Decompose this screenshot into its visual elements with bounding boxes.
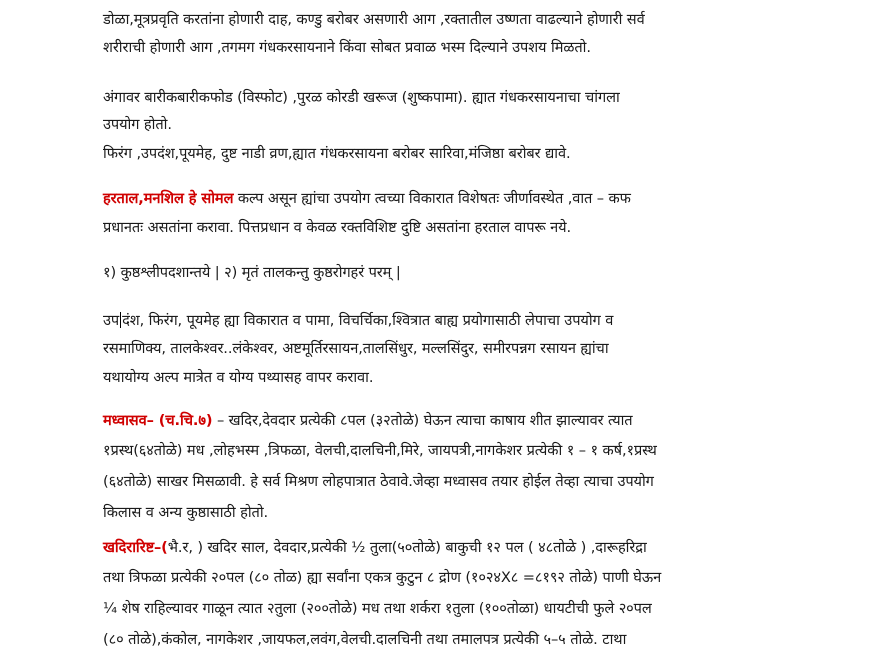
text-line	[103, 472, 654, 492]
line-text: भै.र, ) खदिर साल, देवदार,प्रत्येकी ½ तुला(५०तोळे) बाकुची १२ पल ( ४८तोळे ) ,दारूहरिद्रा	[167, 539, 647, 556]
text-cursor	[120, 312, 121, 328]
text-line	[103, 88, 620, 108]
line-text: किलास व अन्य कुष्ठासाठी होतो.	[103, 504, 269, 521]
line-text: १) कुष्ठश्लीपदशान्तये | २) मृतं तालकन्तु कुष्ठरोगहरं परम् |	[103, 264, 401, 281]
line-text: (८० तोळे),कंकोल, नागकेशर ,जायफल,लवंग,वेलची.दालचिनी तथा तमालपत्र प्रत्येकी ५–५ तोळे. टाथा	[103, 631, 627, 648]
line-text: शरीराची होणारी आग ,तगमग गंधकरसायनाने किंवा सोबत प्रवाळ भस्म दिल्याने उपशय मिळतो.	[103, 39, 591, 56]
text-line	[103, 368, 373, 388]
text-line	[103, 411, 632, 431]
line-text: यथायोग्य अल्प मात्रेत व योग्य पथ्यासह वापर करावा.	[103, 369, 374, 386]
text-line	[103, 189, 631, 209]
text-line	[103, 339, 609, 359]
line-text: १प्रस्थ(६४तोळे) मध ,लोहभस्म ,त्रिफळा, वेलची,दालचिनी,मिरे, जायपत्री,नागकेशर प्रत्येकी १ – १ कर्ष,१प्रस्थ	[103, 442, 657, 459]
text-line	[103, 115, 172, 135]
line-text: फिरंग ,उपदंश,पूयमेह, दुष्ट नाडी व्रण,ह्यात गंधकरसायना बरोबर सारिवा,मंजिष्ठा बरोबर द्यावे.	[103, 145, 571, 162]
text-line	[103, 144, 571, 164]
highlight-heading: खदिरारिष्ट–(	[103, 539, 168, 556]
text-line	[103, 599, 652, 619]
text-line	[103, 538, 647, 558]
text-line	[103, 263, 401, 283]
highlight-heading: मध्वासव– (च.चि.७)	[103, 412, 213, 429]
text-line	[103, 441, 657, 461]
line-text: उप	[103, 312, 120, 329]
text-line	[103, 311, 613, 331]
text-line	[103, 218, 571, 238]
line-text: रसमाणिक्य, तालकेश्वर..लंकेश्वर, अष्टमूर्तिरसायन,तालसिंधुर, मल्लसिंदुर, समीरपन्नग रसायन ह्यांचा	[103, 340, 609, 357]
line-text: कल्प असून ह्यांचा उपयोग त्वच्या विकारात विशेषतः जीर्णावस्थेत ,वात – कफ	[233, 190, 631, 207]
line-text: प्रधानतः असतांना करावा. पित्तप्रधान व केवळ रक्तविशिष्ट दुष्टि असतांना हरताल वापरू नये.	[103, 219, 572, 236]
highlight-heading: हरताल,मनशिल हे सोमल	[103, 190, 234, 207]
line-text: डोळा,मूत्रप्रवृति करतांना होणारी दाह, कण्डु बरोबर असणारी आग ,रक्तातील उष्णता वाढल्याने होणारी सर्व	[103, 11, 645, 28]
line-text: ¼ शेष राहिल्यावर गाळून त्यात २तुला (२००तोळे) मध तथा शर्करा १तुला (१००तोळा) धायटीची फुले २०पल	[103, 600, 652, 617]
text-line	[103, 630, 626, 650]
text-line	[103, 568, 661, 588]
line-text: अंगावर बारीकबारीकफोड (विस्फोट) ,पुरळ कोरडी खरूज (शुष्कपामा). ह्यात गंधकरसायनाचा चांगला	[103, 89, 620, 106]
line-text: – खदिर,देवदार प्रत्येकी ८पल (३२तोळे) घेऊन त्याचा काषाय शीत झाल्यावर त्यात	[212, 412, 633, 429]
line-text: दंश, फिरंग, पूयमेह ह्या विकारात व पामा, विचर्चिका,श्वित्रात बाह्य प्रयोगासाठी लेपाचा उपयोग व	[122, 312, 614, 329]
text-line	[103, 503, 268, 523]
line-text: उपयोग होतो.	[103, 116, 172, 133]
line-text: तथा त्रिफळा प्रत्येकी २०पल (८० तोळ) ह्या सर्वांना एकत्र कुटुन ८ द्रोण (१०२४X८ =८१९२ तोळे) पाणी घेऊन	[103, 569, 662, 586]
text-line	[103, 10, 645, 30]
line-text: (६४तोळे) साखर मिसळावी. हे सर्व मिश्रण लोहपात्रात ठेवावे.जेव्हा मध्वासव तयार होईल तेव्हा त्याचा उपयोग	[103, 473, 654, 490]
text-line	[103, 38, 591, 58]
